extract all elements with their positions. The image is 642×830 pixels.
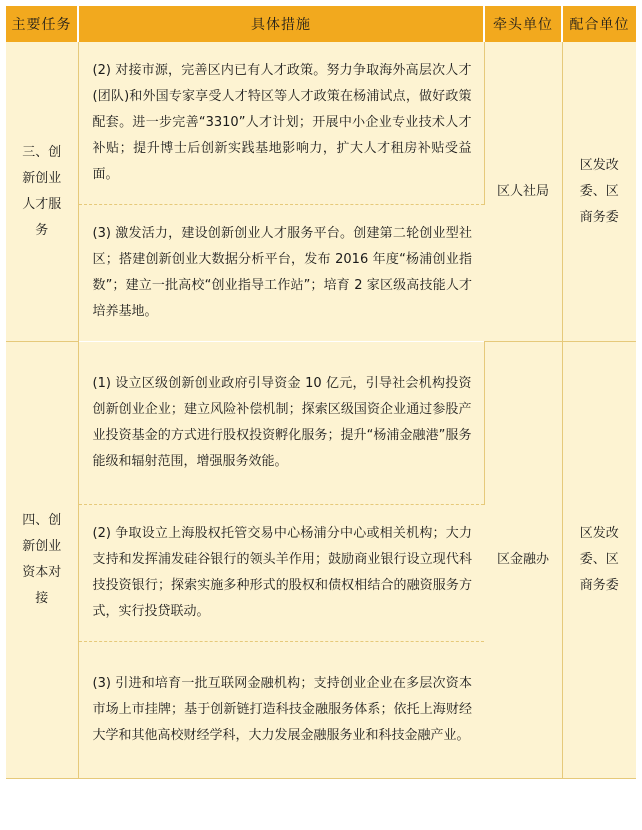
task-label: 三、创新创业人才服务 <box>22 144 62 238</box>
header-lead-unit: 牵头单位 <box>484 6 562 42</box>
table-row <box>6 42 636 205</box>
lead-unit-cell: 区金融办 <box>484 342 562 779</box>
coop-unit-cell <box>562 342 636 779</box>
header-cooperating-unit: 配合单位 <box>562 6 636 42</box>
measure-cell: (3) 激发活力，建设创新创业人才服务平台。创建第二轮创业型社区；搭建创新创业大数据分析平台，发布 2016 年度“杨浦创业指数”；建立一批高校“创业指导工作站”；培育 2 家区级高技能人才培养基地。 <box>78 205 484 342</box>
coop-unit-label: 区发改委、区商务委 <box>579 157 619 225</box>
measure-cell: (3) 引进和培育一批互联网金融机构；支持创业企业在多层次资本市场上市挂牌；基于创新链打造科技金融服务体系；依托上海财经大学和其他高校财经学科，大力发展金融服务业和科技金融产业。 <box>78 642 484 779</box>
measures-table-container <box>6 6 636 779</box>
task-label: 四、创新创业资本对接 <box>22 513 62 606</box>
measure-cell: (2) 对接市源，完善区内已有人才政策。努力争取海外高层次人才(团队)和外国专家享受人才特区等人才政策在杨浦试点，做好政策配套。进一步完善“3310”人才计划；开展中小企业专业技术人才补贴；提升博士后创新实践基地影响力，扩大人才租房补贴受益面。 <box>78 42 484 205</box>
coop-unit-cell <box>562 42 636 342</box>
measure-cell: (1) 设立区级创新创业政府引导资金 10 亿元，引导社会机构投资创新创业企业；建立风险补偿机制；探索区级国资企业通过参股产业投资基金的方式进行股权投资孵化服务；提升“杨浦金融港”服务能级和辐射范围，增强服务效能。 <box>78 342 484 505</box>
header-main-task: 主要任务 <box>6 6 78 42</box>
header-row <box>6 6 636 42</box>
measures-table <box>6 6 636 779</box>
header-measures: 具体措施 <box>78 6 484 42</box>
task-cell <box>6 342 78 779</box>
measure-cell: (2) 争取设立上海股权托管交易中心杨浦分中心或相关机构；大力支持和发挥浦发硅谷银行的领头羊作用；鼓励商业银行设立现代科技投资银行；探索实施多种形式的股权和债权相结合的融资服务方式，实行投贷联动。 <box>78 505 484 642</box>
lead-unit-cell: 区人社局 <box>484 42 562 342</box>
table-row <box>6 342 636 505</box>
coop-unit-label: 区发改委、区商务委 <box>579 526 619 593</box>
task-cell <box>6 42 78 342</box>
